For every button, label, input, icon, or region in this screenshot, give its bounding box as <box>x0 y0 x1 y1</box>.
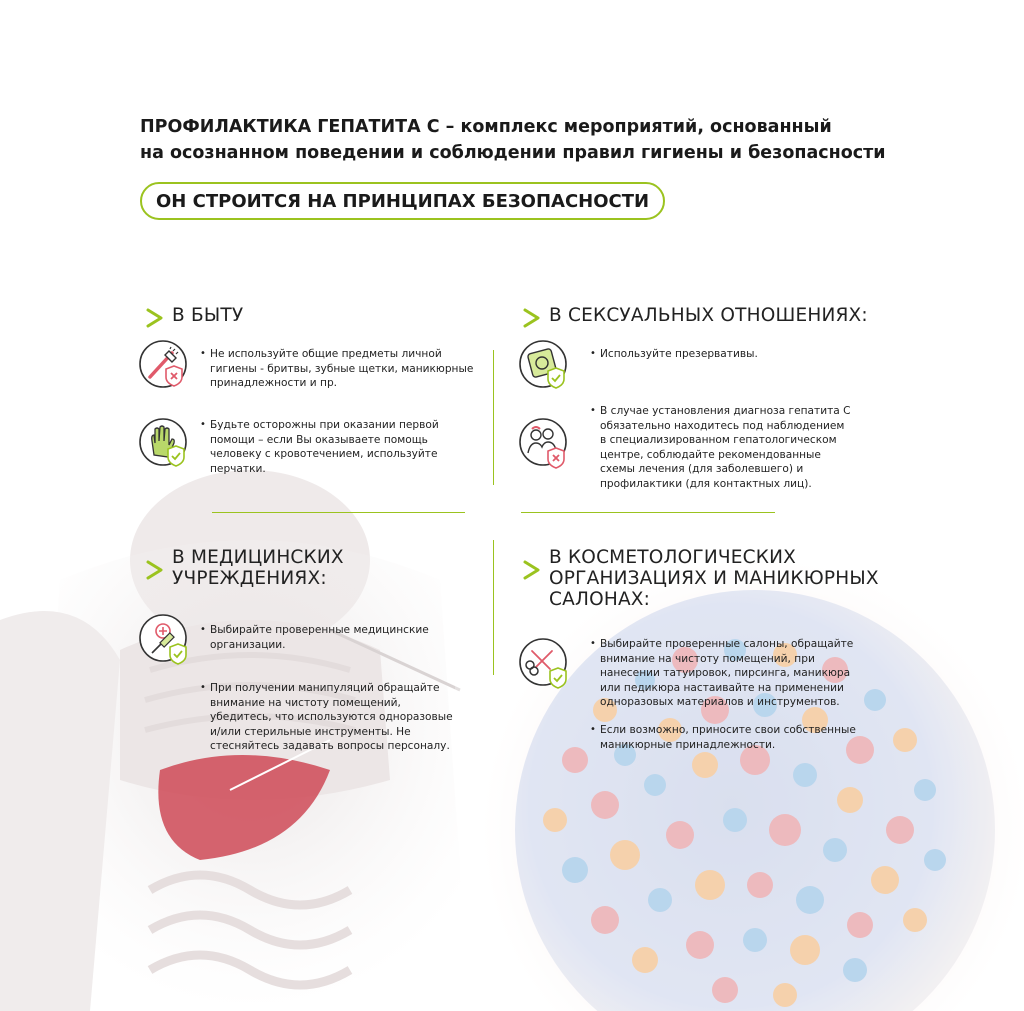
section-sexual-header <box>521 305 868 329</box>
page-title <box>140 114 900 166</box>
principles-badge-label: ОН СТРОИТСЯ НА ПРИНЦИПАХ БЕЗОПАСНОСТИ <box>156 190 650 212</box>
title-line-2: на осознанном поведении и соблюдении правил гигиены и безопасности <box>140 143 886 163</box>
list-item: • В случае установления диагноза гепатита С обязательно находитесь под наблюдением в специализированном гепатологическом центре, соблюдайте рекомендованные схемы лечения (для заболевшего) и профилактики (для контактных лиц). <box>590 405 851 490</box>
syringe-icon <box>138 613 192 667</box>
scissors-icon <box>518 637 572 691</box>
toothbrush-icon <box>138 339 192 393</box>
condom-icon <box>518 339 572 393</box>
list-item: • Используйте презервативы. <box>590 348 758 360</box>
section-medical-header <box>144 547 344 589</box>
chevron-right-icon <box>144 307 166 329</box>
divider-horizontal-left <box>212 512 465 513</box>
list-item: • Не используйте общие предметы личной гигиены - бритвы, зубные щетки, маникюрные принадлежности и пр. <box>200 348 474 389</box>
list-item: • Выбирайте проверенные салоны, обращайте внимание на чистоту помещений, при нанесении татуировок, пирсинга, маникюра или педикюра настаивайте на применении одноразовых материалов и инструментов. <box>590 638 854 708</box>
section-sexual-title: В СЕКСУАЛЬНЫХ ОТНОШЕНИЯХ: <box>549 305 868 326</box>
gloves-icon <box>138 417 192 471</box>
section-cosmetic-title: В КОСМЕТОЛОГИЧЕСКИХ ОРГАНИЗАЦИЯХ И МАНИКЮРНЫХ САЛОНАХ: <box>549 547 879 610</box>
list-item: • Выбирайте проверенные медицинские организации. <box>200 624 429 651</box>
section-medical-title: В МЕДИЦИНСКИХ УЧРЕЖДЕНИЯХ: <box>172 547 344 589</box>
principles-badge <box>140 182 665 220</box>
chevron-right-icon <box>521 559 543 581</box>
section-home-title: В БЫТУ <box>172 305 244 326</box>
virus-illustration <box>455 540 1024 1011</box>
chevron-right-icon <box>521 307 543 329</box>
title-line-1: ПРОФИЛАКТИКА ГЕПАТИТА С – комплекс мероприятий, основанный <box>140 117 832 137</box>
section-home-header <box>144 305 243 329</box>
couple-icon <box>518 417 572 471</box>
list-item: • При получении манипуляций обращайте внимание на чистоту помещений, убедитесь, что используются одноразовые и/или стерильные инструменты. Не стесняйтесь задавать вопросы персоналу. <box>200 682 453 752</box>
divider-vertical-bottom <box>493 540 494 675</box>
list-item: • Будьте осторожны при оказании первой помощи – если Вы оказываете помощь человеку с кровотечением, используйте перчатки. <box>200 419 439 475</box>
divider-horizontal-right <box>521 512 775 513</box>
list-item: • Если возможно, приносите свои собственные маникюрные принадлежности. <box>590 724 856 751</box>
divider-vertical-top <box>493 350 494 485</box>
section-cosmetic-header <box>521 547 879 610</box>
chevron-right-icon <box>144 559 166 581</box>
